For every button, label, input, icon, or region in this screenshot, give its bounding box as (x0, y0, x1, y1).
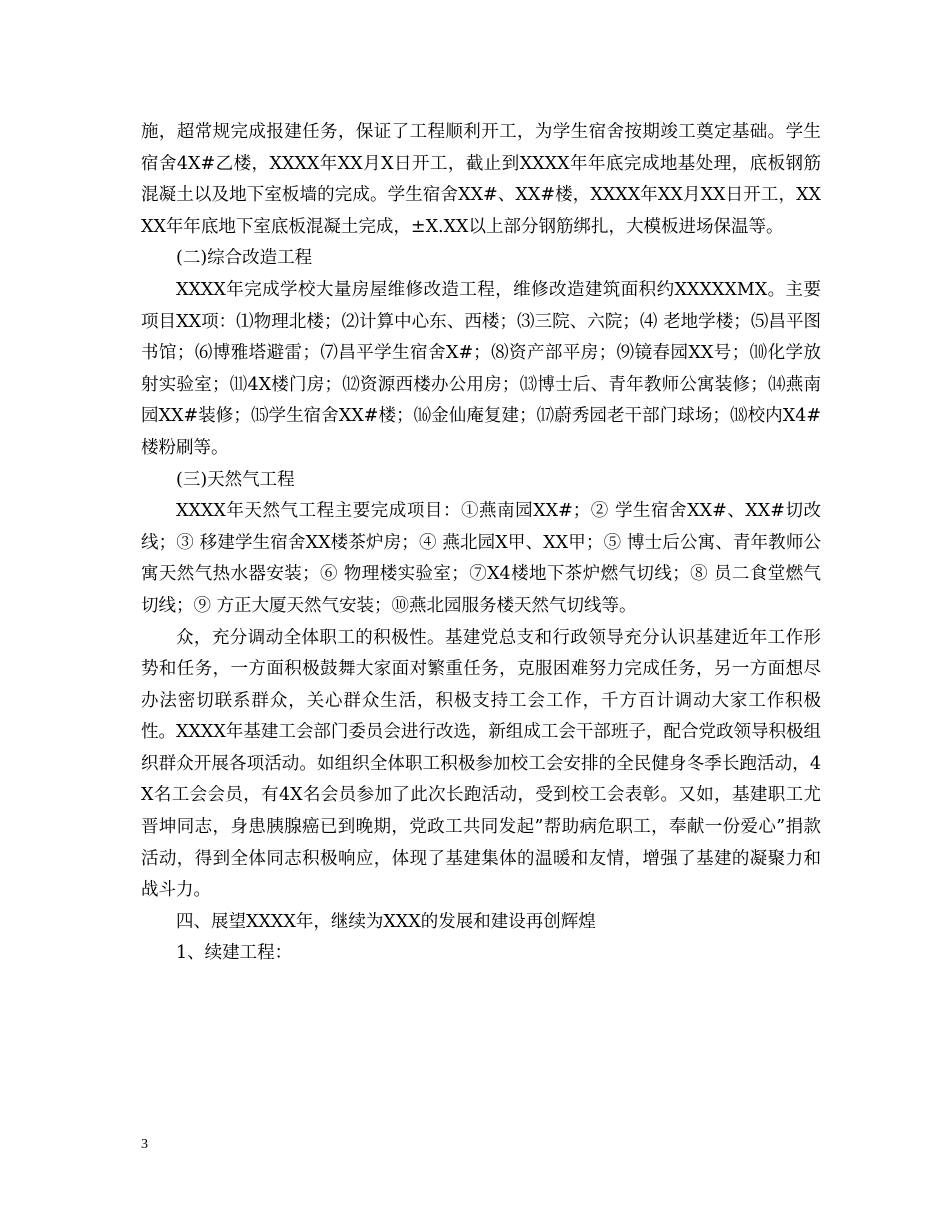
paragraph-natural-gas-projects: XXXX年天然气工程主要完成项目：①燕南园XX#；② 学生宿舍XX#、XX#切改线；③ 移建学生宿舍XX楼茶炉房；④ 燕北园X甲、XX甲；⑤ 博士后公寓、青年教师公寓天然气热水器安装；⑥ 物理楼实验室；⑦X4楼地下茶炉燃气切线；⑧ 员二食堂燃气切线；⑨ 方正大厦天然气安装；⑩燕北园服务楼天然气切线等。 (141, 501, 821, 616)
paragraph-union-activities: 众，充分调动全体职工的积极性。基建党总支和行政领导充分认识基建近年工作形势和任务，一方面积极鼓舞大家面对繁重任务，克服困难努力完成任务，另一方面想尽办法密切联系群众，关心群众生活，积极支持工会工作，千方百计调动大家工作积极性。XXXX年基建工会部门委员会进行改选，新组成工会干部班子，配合党政领导积极组织群众开展各项活动。如组织全体职工积极参加校工会安排的全民健身冬季长跑活动，4X名工会会员，有4X名会员参加了此次长跑活动，受到校工会表彰。又如，基建职工尤晋坤同志，身患胰腺癌已到晚期，党政工共同发起”帮助病危职工，奉献一份爱心”捐款活动，得到全体同志积极响应，体现了基建集体的温暖和友情，增强了基建的凝聚力和战斗力。 (141, 627, 821, 901)
paragraph-renovation-projects: XXXX年完成学校大量房屋维修改造工程，维修改造建筑面积约XXXXXMX。主要项目XX项：⑴物理北楼；⑵计算中心东、西楼；⑶三院、六院；⑷ 老地学楼；⑸昌平图书馆；⑹博雅塔避雷；⑺昌平学生宿舍X#；⑻资产部平房；⑼镜春园XX号；⑽化学放射实验室；⑾4X楼门房；⑿资源西楼办公用房；⒀博士后、青年教师公寓装修；⒁燕南园XX#装修；⒂学生宿舍XX#楼；⒃金仙庵复建；⒄蔚秀园老干部门球场；⒅校内X4#楼粉刷等。 (141, 279, 821, 458)
page-number: 3 (141, 1137, 148, 1152)
heading-outlook: 四、展望XXXX年，继续为XXX的发展和建设再创辉煌 (176, 911, 596, 932)
heading-natural-gas: (三)天然气工程 (176, 469, 295, 490)
paragraph-student-dorm-progress: 施，超常规完成报建任务，保证了工程顺利开工，为学生宿舍按期竣工奠定基础。学生宿舍4X#乙楼，XXXX年XX月X日开工，截止到XXXX年年底完成地基处理，底板钢筋混凝土以及地下室板墙的完成。学生宿舍XX#、XX#楼，XXXX年XX月XX日开工，XXXX年年底地下室底板混凝土完成，±X.XX以上部分钢筋绑扎，大模板进场保温等。 (141, 122, 821, 237)
heading-continued-construction: 1、续建工程： (176, 943, 293, 964)
page-content (141, 117, 821, 970)
heading-comprehensive-renovation: (二)综合改造工程 (176, 248, 313, 269)
